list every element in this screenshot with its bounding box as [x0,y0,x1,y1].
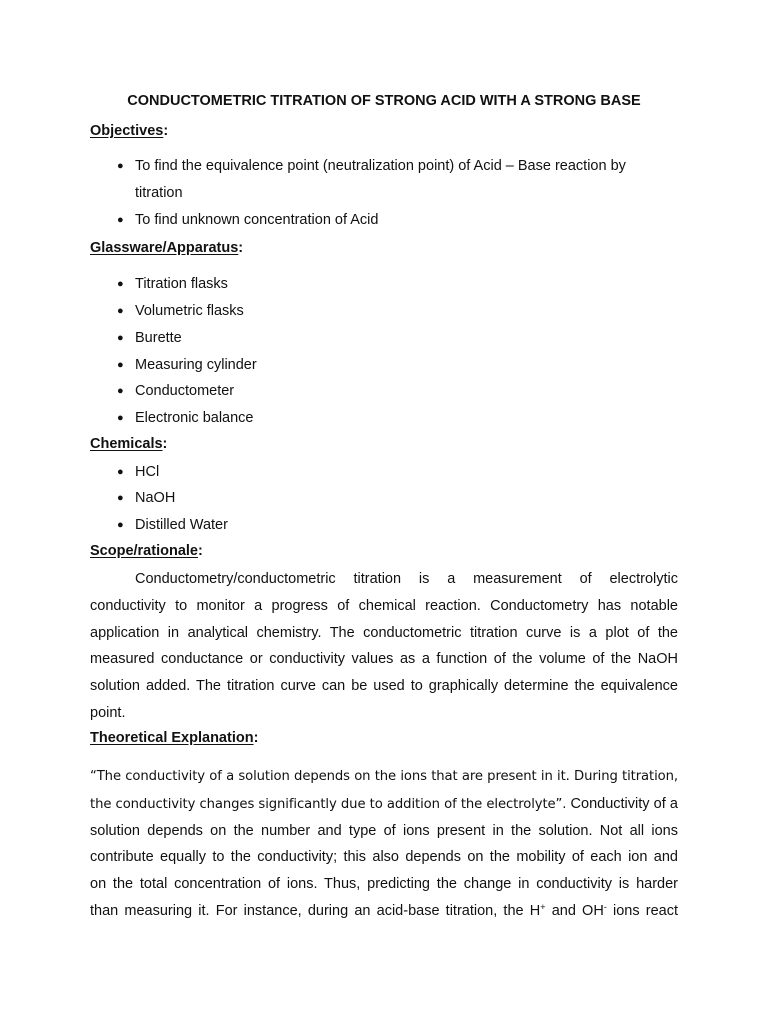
list-item-text: Electronic balance [135,410,254,426]
list-item-text: To find the equivalence point (neutralization point) of Acid – Base reaction by [135,158,626,174]
bullet-icon: ● [117,332,124,344]
theory-heading-colon: : [253,730,259,746]
objectives-heading-text: Objectives [90,123,164,139]
chemicals-heading [90,436,167,452]
paragraph-line: contribute equally to the conductivity; this also depends on the mobility of each ion and [90,849,678,866]
objectives-heading [90,123,168,139]
paragraph-line: conductivity to monitor a progress of chemical reaction. Conductometry has notable [90,597,678,614]
list-item-text: To find unknown concentration of Acid [135,212,379,228]
list-item-text: Burette [135,330,182,346]
bullet-icon: ● [117,412,124,424]
apparatus-heading [90,240,243,256]
paragraph-text: ions react [606,902,678,919]
list-item-text: Conductometer [135,383,235,399]
quote-line: “The conductivity of a solution depends on the ions that are present in it. During titration, [90,769,678,784]
list-item-text: Titration flasks [135,276,228,292]
superscript-plus: + [540,901,546,912]
theory-heading-text: Theoretical Explanation [90,730,254,746]
bullet-icon: ● [117,519,124,531]
paragraph-line: on the total concentration of ions. Thus, predicting the change in conductivity is harder [90,876,678,893]
bullet-icon: ● [117,466,124,478]
bullet-icon: ● [117,160,124,172]
superscript-minus: - [603,901,607,912]
bullet-icon: ● [117,359,124,371]
paragraph-text: and OH [545,902,604,919]
bullet-icon: ● [117,214,124,226]
list-item-text: Volumetric flasks [135,303,244,319]
theory-heading [90,730,258,746]
paragraph-text: Conductivity of a [566,795,678,812]
list-item-text: Distilled Water [135,517,228,533]
paragraph-line: point. [90,704,126,721]
paragraph-line: solution depends on the number and type of ions present in the solution. Not all ions [90,822,678,839]
paragraph-line: application in analytical chemistry. The conductometric titration curve is a plot of the [90,624,678,641]
document-title: CONDUCTOMETRIC TITRATION OF STRONG ACID WITH A STRONG BASE [127,93,641,109]
chemicals-heading-colon: : [162,436,168,452]
paragraph-line [90,791,678,818]
bullet-icon: ● [117,492,124,504]
objectives-heading-colon: : [163,123,169,139]
scope-heading [90,543,203,559]
scope-heading-text: Scope/rationale [90,543,198,559]
scope-paragraph [90,566,678,727]
list-item-text: NaOH [135,490,176,506]
quote-text: the conductivity changes significantly due to addition of the electrolyte”. [90,796,567,812]
scope-heading-colon: : [197,543,203,559]
list-item-text: Measuring cylinder [135,357,257,373]
apparatus-heading-colon: : [238,240,244,256]
apparatus-heading-text: Glassware/Apparatus [90,240,239,256]
paragraph-line [90,898,678,925]
list-item-text: titration [135,185,183,201]
paragraph-line: measured conductance or conductivity values as a function of the volume of the NaOH [90,651,678,668]
bullet-icon: ● [117,385,124,397]
list-item-text: HCl [135,464,160,480]
paragraph-line: Conductometry/conductometric titration is a measurement of electrolytic [135,571,678,587]
theory-paragraph [90,764,678,925]
paragraph-line: solution added. The titration curve can be used to graphically determine the equivalence [90,678,678,695]
chemicals-heading-text: Chemicals [90,436,163,452]
bullet-icon: ● [117,278,124,290]
bullet-icon: ● [117,305,124,317]
paragraph-text: than measuring it. For instance, during an acid-base titration, the H [90,902,541,919]
